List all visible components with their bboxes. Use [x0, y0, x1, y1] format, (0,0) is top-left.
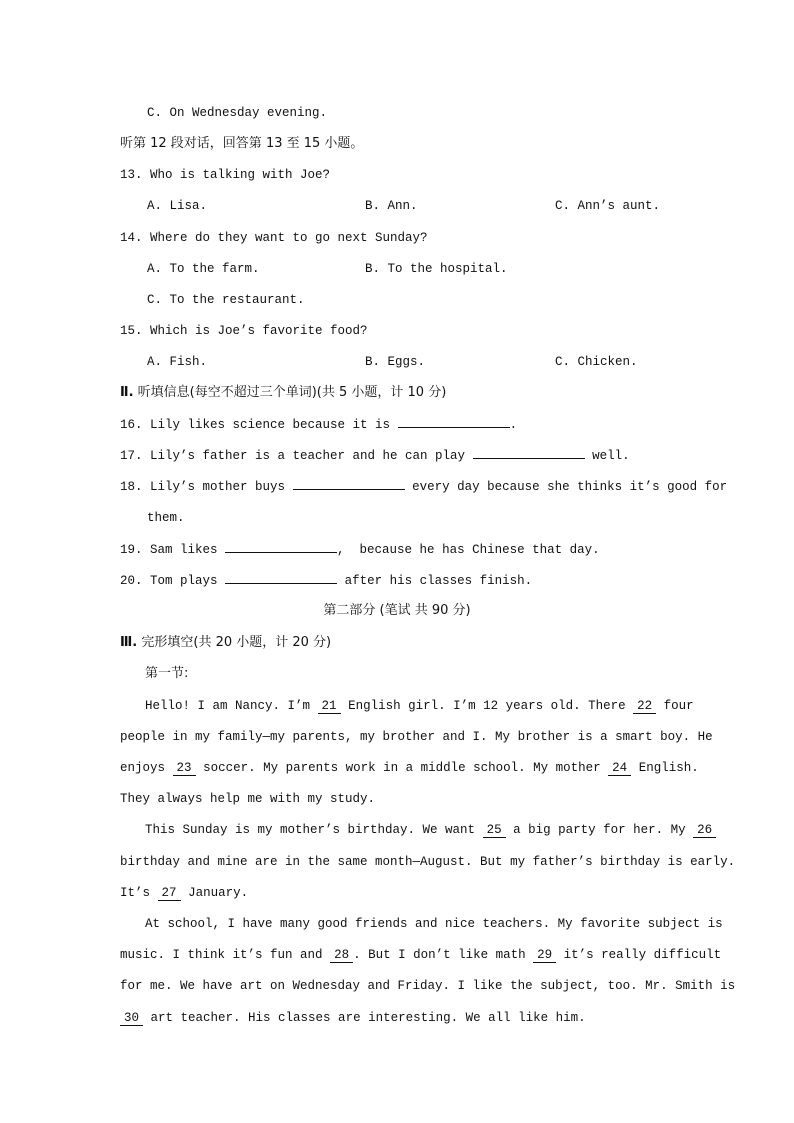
- section-2-numeral: Ⅱ.: [120, 385, 134, 400]
- passage-text: music. I think it’s fun and: [120, 948, 323, 962]
- passage-p1-line4: They always help me with my study.: [120, 792, 376, 806]
- blank-21[interactable]: 21: [318, 700, 341, 714]
- q20: [120, 573, 532, 589]
- section-3-heading: [120, 635, 331, 651]
- q20-answer-blank[interactable]: [225, 583, 337, 584]
- passage-text: It’s: [120, 886, 151, 900]
- q15-stem: 15. Which is Joe’s favorite food?: [120, 324, 368, 338]
- q20-tail: after his classes finish.: [344, 574, 533, 588]
- passage-p2-line1: [145, 822, 716, 838]
- passage-p2-line2: birthday and mine are in the same month—August. But my father’s birthday is early.: [120, 855, 736, 869]
- part-2-title: 第二部分 (笔试 共 90 分): [323, 603, 471, 618]
- q19-answer-blank[interactable]: [225, 552, 337, 553]
- q20-text: 20. Tom plays: [120, 574, 218, 588]
- passage-text: four: [663, 699, 694, 713]
- q17-answer-blank[interactable]: [473, 458, 585, 459]
- passage-p1-line3: [120, 760, 699, 776]
- section-3-subsection: 第一节:: [145, 666, 189, 681]
- passage-p3-line4: [120, 1010, 586, 1026]
- q16: [120, 417, 517, 433]
- blank-29[interactable]: 29: [533, 949, 556, 963]
- q14-stem: 14. Where do they want to go next Sunday?: [120, 231, 428, 245]
- q12-option-c: C. On Wednesday evening.: [147, 106, 328, 120]
- q14-option-a: A. To the farm.: [147, 262, 260, 276]
- blank-27[interactable]: 27: [158, 887, 181, 901]
- section-2-title: 听填信息(每空不超过三个单词)(共 5 小题，计 10 分): [137, 385, 447, 400]
- passage-text: Hello! I am Nancy. I’m: [145, 699, 311, 713]
- blank-30[interactable]: 30: [120, 1012, 143, 1026]
- passage-text: This Sunday is my mother’s birthday. We want: [145, 823, 476, 837]
- blank-26[interactable]: 26: [693, 824, 716, 838]
- passage-text: English girl. I’m 12 years old. There: [348, 699, 626, 713]
- q18-tail: every day because she thinks it’s good for: [412, 480, 728, 494]
- passage-text: . But I don’t like math: [353, 948, 526, 962]
- q13-option-c: C. Ann’s aunt.: [555, 199, 661, 213]
- blank-24[interactable]: 24: [608, 762, 631, 776]
- q15-option-a: A. Fish.: [147, 355, 208, 369]
- q17-text: 17. Lily’s father is a teacher and he can play: [120, 449, 466, 463]
- passage-text: January.: [188, 886, 249, 900]
- passage-text: a big party for her. My: [513, 823, 686, 837]
- q14-option-b: B. To the hospital.: [365, 262, 508, 276]
- q18-answer-blank[interactable]: [293, 489, 405, 490]
- q15-option-c: C. Chicken.: [555, 355, 638, 369]
- passage-text: it’s really difficult: [563, 948, 722, 962]
- q18: [120, 479, 727, 495]
- q13-option-b: B. Ann.: [365, 199, 418, 213]
- passage-text: English.: [638, 761, 699, 775]
- q17-tail: well.: [592, 449, 630, 463]
- passage-p1-line2: people in my family—my parents, my brother and I. My brother is a smart boy. He: [120, 730, 713, 744]
- q17: [120, 448, 630, 464]
- blank-23[interactable]: 23: [173, 762, 196, 776]
- q15-option-b: B. Eggs.: [365, 355, 426, 369]
- section-3-numeral: Ⅲ.: [120, 635, 138, 650]
- q13-stem: 13. Who is talking with Joe?: [120, 168, 331, 182]
- q19-text: 19. Sam likes: [120, 543, 218, 557]
- q19: [120, 542, 600, 558]
- blank-25[interactable]: 25: [483, 824, 506, 838]
- q14-option-c: C. To the restaurant.: [147, 293, 305, 307]
- passage-p3-line3: for me. We have art on Wednesday and Friday. I like the subject, too. Mr. Smith is: [120, 979, 736, 993]
- q16-answer-blank[interactable]: [398, 427, 510, 428]
- section-3-title: 完形填空(共 20 小题，计 20 分): [141, 635, 332, 650]
- dialogue-12-instruction: 听第 12 段对话，回答第 13 至 15 小题。: [120, 136, 364, 151]
- passage-text: soccer. My parents work in a middle school. My mother: [203, 761, 601, 775]
- q16-tail: .: [509, 418, 518, 432]
- q18-continuation: them.: [147, 511, 185, 525]
- q13-option-a: A. Lisa.: [147, 199, 208, 213]
- q16-text: 16. Lily likes science because it is: [120, 418, 391, 432]
- passage-p2-line3: [120, 885, 248, 901]
- passage-text: enjoys: [120, 761, 166, 775]
- section-2-heading: [120, 385, 446, 401]
- passage-p3-line2: [120, 947, 721, 963]
- blank-28[interactable]: 28: [330, 949, 353, 963]
- passage-text: art teacher. His classes are interesting. We all like him.: [150, 1011, 586, 1025]
- passage-p1-line1: [145, 698, 694, 714]
- q19-tail: , because he has Chinese that day.: [337, 543, 600, 557]
- passage-p3-line1: At school, I have many good friends and nice teachers. My favorite subject is: [145, 917, 723, 931]
- q18-text: 18. Lily’s mother buys: [120, 480, 286, 494]
- blank-22[interactable]: 22: [633, 700, 656, 714]
